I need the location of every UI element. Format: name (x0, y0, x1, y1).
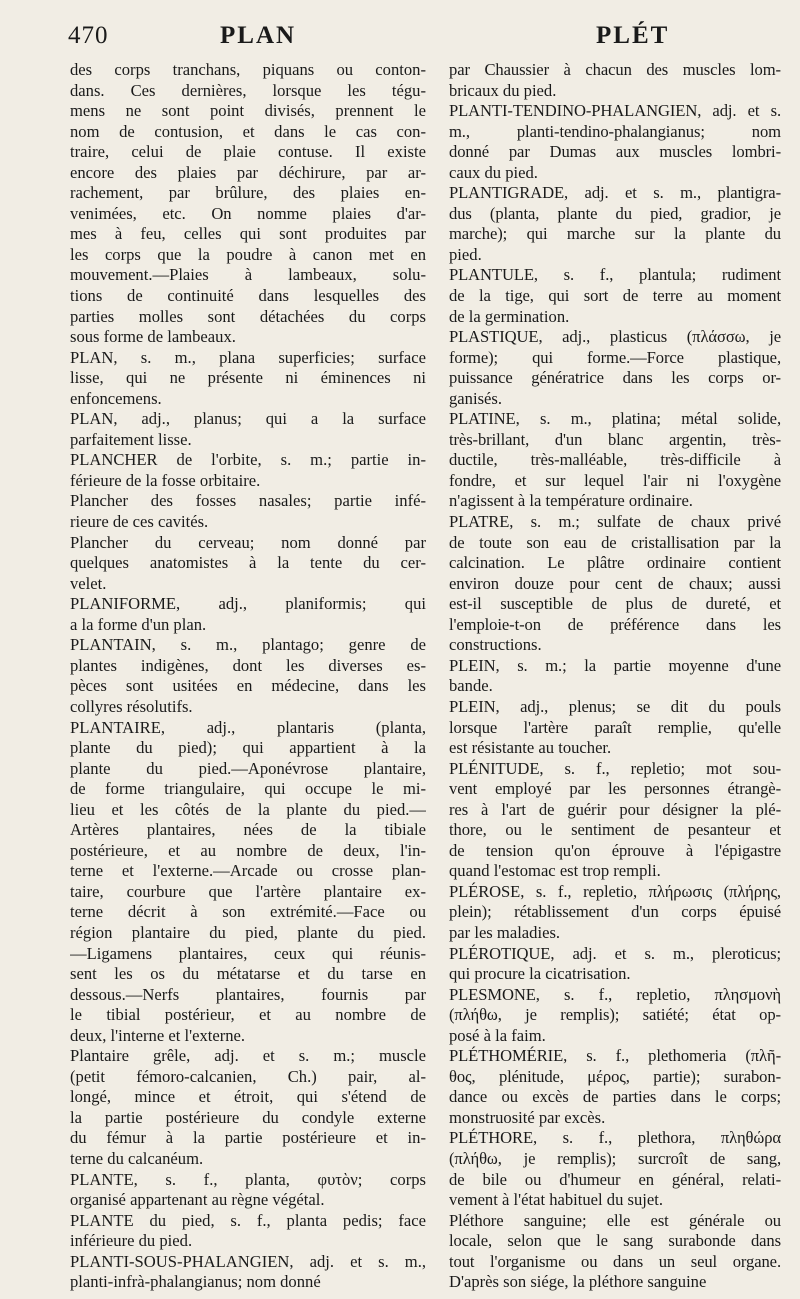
text-line: D'après son siége, la pléthore sanguine (449, 1272, 707, 1292)
text-line: du fémur à la partie postérieure et in- (70, 1128, 426, 1148)
text-line: bande. (449, 676, 493, 696)
text-line: région plantaire du pied, plante du pied. (70, 922, 426, 942)
text-line: velet. (70, 573, 107, 593)
text-line: forme); qui forme.—Force plastique, (449, 347, 781, 367)
text-line: postérieure, et au nombre de deux, l'in- (70, 840, 426, 860)
text-line: PLANTI-TENDINO-PHALANGIEN, adj. et s. (449, 101, 781, 121)
text-line: de toute son eau de cristallisation par la (449, 532, 781, 552)
text-line: traire, celui de plaie contuse. Il existe (70, 142, 426, 162)
text-line: dance ou excès de parties dans le corps; (449, 1087, 781, 1107)
text-line: lisse, qui ne présente ni éminences ni (70, 368, 426, 388)
text-line: terne du calcanéum. (70, 1148, 204, 1168)
left-running-head: PLAN (220, 22, 297, 49)
text-line: l'emploie-t-on de préférence dans les (449, 614, 781, 634)
text-line: PLANTE, s. f., planta, φυτὸν; corps (70, 1169, 426, 1189)
text-line: inférieure du pied. (70, 1231, 193, 1251)
text-line: PLÉTHORE, s. f., plethora, πληθώρα (449, 1128, 781, 1148)
text-line: locale, selon que le sang surabonde dans (449, 1231, 781, 1251)
text-line: PLAN, s. m., plana superficies; surface (70, 347, 426, 367)
text-line: —Ligamens plantaires, ceux qui réunis- (70, 943, 426, 963)
text-line: PLANIFORME, adj., planiformis; qui (70, 594, 426, 614)
text-line: vent employé par les personnes étrangè- (449, 779, 781, 799)
text-line: lorsque l'artère paraît remplie, qu'elle (449, 717, 781, 737)
text-line: puissance génératrice dans les corps or- (449, 368, 781, 388)
text-line: PLÉROTIQUE, adj. et s. m., pleroticus; (449, 943, 781, 963)
text-line: (petit fémoro-calcanien, Ch.) pair, al- (70, 1066, 426, 1086)
text-line: organisé appartenant au règne végétal. (70, 1190, 325, 1210)
text-line: taire, courbure que l'artère plantaire ex- (70, 881, 426, 901)
left-column (70, 60, 426, 1293)
text-line: constructions. (449, 635, 542, 655)
text-line: Plancher des fosses nasales; partie infé- (70, 491, 426, 511)
text-line: n'agissent à la température ordinaire. (449, 491, 693, 511)
text-line: PLANTAIN, s. m., plantago; genre de (70, 635, 426, 655)
text-line: de la germination. (449, 306, 570, 326)
text-line: de forme triangulaire, qui occupe le mi- (70, 779, 426, 799)
text-line: plante du pied); qui appartient à la (70, 738, 426, 758)
text-line: terne et l'externe.—Arcade ou crosse plan- (70, 861, 426, 881)
text-line: PLANTI-SOUS-PHALANGIEN, adj. et s. m., (70, 1251, 426, 1271)
text-line: la partie postérieure du condyle externe (70, 1107, 426, 1127)
text-line: donné par Dumas aux muscles lombri- (449, 142, 781, 162)
text-line: des corps tranchans, piquans ou conton- (70, 60, 426, 79)
text-line: mouvement.—Plaies à lambeaux, solu- (70, 265, 426, 285)
text-line: Plantaire grêle, adj. et s. m.; muscle (70, 1046, 426, 1066)
text-line: PLANCHER de l'orbite, s. m.; partie in- (70, 450, 426, 470)
text-line: quelques anatomistes à la tente du cer- (70, 553, 426, 573)
text-line: PLATRE, s. m.; sulfate de chaux privé (449, 512, 781, 532)
text-line: les corps que la poudre à canon met en (70, 244, 426, 264)
text-line: deux, l'interne et l'externe. (70, 1025, 246, 1045)
text-line: parties molles sont détachées du corps (70, 306, 426, 326)
text-line: Pléthore sanguine; elle est générale ou (449, 1210, 781, 1230)
text-line: Plancher du cerveau; nom donné par (70, 532, 426, 552)
text-line: pèces sont usitées en médecine, dans les (70, 676, 426, 696)
text-line: (πλήθω, je remplis); surcroît de sang, (449, 1148, 781, 1168)
text-line: plein); rétablissement d'un corps épuisé (449, 902, 781, 922)
text-line: m., planti-tendino-phalangianus; nom (449, 121, 781, 141)
text-line: sent les os du métatarse et du tarse en (70, 964, 426, 984)
text-line: mens ne sont point divisés, prennent le (70, 101, 426, 121)
text-line: par Chaussier à chacun des muscles lom- (449, 60, 781, 79)
text-line: terne décrit à son extrémité.—Face ou (70, 902, 426, 922)
text-line: longé, mince et étroit, qui s'étend de (70, 1087, 426, 1107)
text-line: qui procure la cicatrisation. (449, 964, 631, 984)
text-line: environ douze pour cent de chaux; aussi (449, 573, 781, 593)
text-line: mes à feu, celles qui sont produites par (70, 224, 426, 244)
text-line: PLEIN, adj., plenus; se dit du pouls (449, 696, 781, 716)
text-line: le tibial postérieur, et au nombre de (70, 1005, 426, 1025)
text-line: calcination. Le plâtre ordinaire contient (449, 553, 781, 573)
text-line: Artères plantaires, nées de la tibiale (70, 820, 426, 840)
text-line: rieure de ces cavités. (70, 512, 209, 532)
text-line: est-il susceptible de plus de dureté, et (449, 594, 781, 614)
text-line: plante du pied.—Aponévrose plantaire, (70, 758, 426, 778)
page-number: 470 (68, 22, 109, 49)
text-line: ductile, très-malléable, très-difficile à (449, 450, 781, 470)
text-line: PLÉTHOMÉRIE, s. f., plethomeria (πλῆ- (449, 1046, 781, 1066)
text-line: PLATINE, s. m., platina; métal solide, (449, 409, 781, 429)
text-line: rachement, par brûlure, des plaies en- (70, 183, 426, 203)
text-line: quand l'estomac est trop rempli. (449, 861, 661, 881)
text-line: PLÉNITUDE, s. f., repletio; mot sou- (449, 758, 781, 778)
text-line: collyres résolutifs. (70, 696, 193, 716)
text-line: PLANTULE, s. f., plantula; rudiment (449, 265, 781, 285)
text-line: a la forme d'un plan. (70, 614, 207, 634)
text-line: thore, ou le sentiment de pesanteur et (449, 820, 781, 840)
text-line: PLANTAIRE, adj., plantaris (planta, (70, 717, 426, 737)
text-line: est résistante au toucher. (449, 738, 612, 758)
text-line: PLEIN, s. m.; la partie moyenne d'une (449, 655, 781, 675)
text-line: nom de contusion, et dans le cas con- (70, 121, 426, 141)
text-line: très-brillant, d'un blanc argentin, très- (449, 429, 781, 449)
text-line: dessous.—Nerfs plantaires, fournis par (70, 984, 426, 1004)
text-line: monstruosité par excès. (449, 1107, 606, 1127)
text-line: tions de continuité dans lesquelles des (70, 286, 426, 306)
text-line: lieu et les côtés de la plante du pied.— (70, 799, 426, 819)
text-line: (πλήθω, je remplis); satiété; état op- (449, 1005, 781, 1025)
text-line: PLASTIQUE, adj., plasticus (πλάσσω, je (449, 327, 781, 347)
text-line: de la tige, qui sort de terre au moment (449, 286, 781, 306)
text-line: enfoncemens. (70, 388, 162, 408)
text-line: de tension qu'on éprouve à l'épigastre (449, 840, 781, 860)
text-line: fondre, et sur lequel l'air ni l'oxygène (449, 470, 781, 490)
text-line: θος, plénitude, μέρος, partie); surabon- (449, 1066, 781, 1086)
text-line: ganisés. (449, 388, 502, 408)
text-line: férieure de la fosse orbitaire. (70, 470, 261, 490)
text-line: de bile ou d'humeur en général, relati- (449, 1169, 781, 1189)
right-column (449, 60, 781, 1293)
text-line: PLANTIGRADE, adj. et s. m., plantigra- (449, 183, 781, 203)
text-line: sous forme de lambeaux. (70, 327, 236, 347)
text-line: parfaitement lisse. (70, 429, 192, 449)
text-line: vement à l'état habituel du sujet. (449, 1190, 664, 1210)
text-line: dans. Ces dernières, lorsque les tégu- (70, 80, 426, 100)
text-line: PLAN, adj., planus; qui a la surface (70, 409, 426, 429)
text-line: posé à la faim. (449, 1025, 546, 1045)
text-line: dus (planta, plante du pied, gradior, je (449, 203, 781, 223)
text-line: tout l'organisme ou dans un seul organe. (449, 1251, 781, 1271)
text-line: res à l'art de guérir pour désigner la plé- (449, 799, 781, 819)
text-line: par les maladies. (449, 922, 561, 942)
text-line: venimées, etc. On nomme plaies d'ar- (70, 203, 426, 223)
right-running-head: PLÉT (596, 22, 670, 49)
text-line: planti-infrà-phalangianus; nom donné (70, 1272, 321, 1292)
text-line: bricaux du pied. (449, 80, 557, 100)
text-line: PLESMONE, s. f., repletio, πλησμονὴ (449, 984, 781, 1004)
text-line: marche); qui marche sur la plante du (449, 224, 781, 244)
text-line: encore des plaies par déchirure, par ar- (70, 162, 426, 182)
text-line: plantes indigènes, dont les diverses es- (70, 655, 426, 675)
text-line: PLANTE du pied, s. f., planta pedis; face (70, 1210, 426, 1230)
text-line: pied. (449, 244, 482, 264)
text-line: caux du pied. (449, 162, 538, 182)
text-line: PLÉROSE, s. f., repletio, πλήρωσις (πλήρης, (449, 881, 781, 901)
